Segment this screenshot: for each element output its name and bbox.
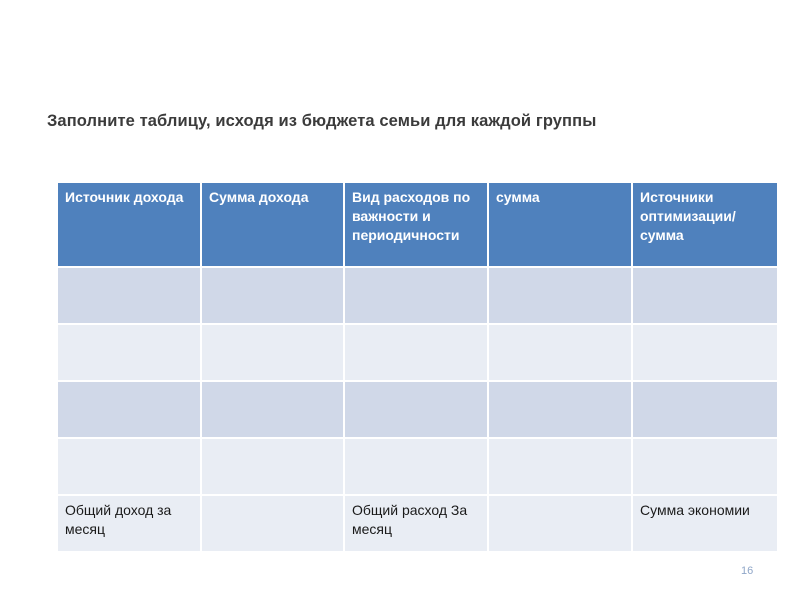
table-cell[interactable] bbox=[201, 324, 344, 381]
table-row bbox=[57, 438, 778, 495]
budget-table bbox=[56, 181, 779, 553]
table-row bbox=[57, 381, 778, 438]
table-cell[interactable] bbox=[632, 438, 778, 495]
table-cell[interactable] bbox=[201, 267, 344, 324]
header-optimization-sources: Источники оптимизации/ сумма bbox=[632, 182, 778, 267]
table-cell[interactable] bbox=[344, 381, 488, 438]
table-cell[interactable] bbox=[57, 381, 201, 438]
table-header-row bbox=[57, 182, 778, 267]
table-cell[interactable] bbox=[488, 267, 632, 324]
total-income-label: Общий доход за месяц bbox=[57, 495, 201, 552]
table-cell[interactable] bbox=[632, 267, 778, 324]
table-cell[interactable] bbox=[632, 381, 778, 438]
total-expense-value[interactable] bbox=[488, 495, 632, 552]
table-row bbox=[57, 324, 778, 381]
totals-row bbox=[57, 495, 778, 552]
table-cell[interactable] bbox=[344, 267, 488, 324]
table-cell[interactable] bbox=[201, 381, 344, 438]
slide-title: Заполните таблицу, исходя из бюджета семьи для каждой группы bbox=[47, 112, 597, 130]
table-cell[interactable] bbox=[57, 438, 201, 495]
total-expense-label: Общий расход За месяц bbox=[344, 495, 488, 552]
total-income-value[interactable] bbox=[201, 495, 344, 552]
table-cell[interactable] bbox=[201, 438, 344, 495]
table-cell[interactable] bbox=[488, 438, 632, 495]
header-income-amount: Сумма дохода bbox=[201, 182, 344, 267]
table-row bbox=[57, 267, 778, 324]
header-expense-type: Вид расходов по важности и периодичности bbox=[344, 182, 488, 267]
table-cell[interactable] bbox=[632, 324, 778, 381]
savings-label: Сумма экономии bbox=[632, 495, 778, 552]
header-income-source: Источник дохода bbox=[57, 182, 201, 267]
header-sum: сумма bbox=[488, 182, 632, 267]
table-cell[interactable] bbox=[57, 267, 201, 324]
table-cell[interactable] bbox=[57, 324, 201, 381]
table-cell[interactable] bbox=[488, 324, 632, 381]
table-cell[interactable] bbox=[488, 381, 632, 438]
page-number: 16 bbox=[741, 565, 754, 577]
table-cell[interactable] bbox=[344, 438, 488, 495]
table-cell[interactable] bbox=[344, 324, 488, 381]
